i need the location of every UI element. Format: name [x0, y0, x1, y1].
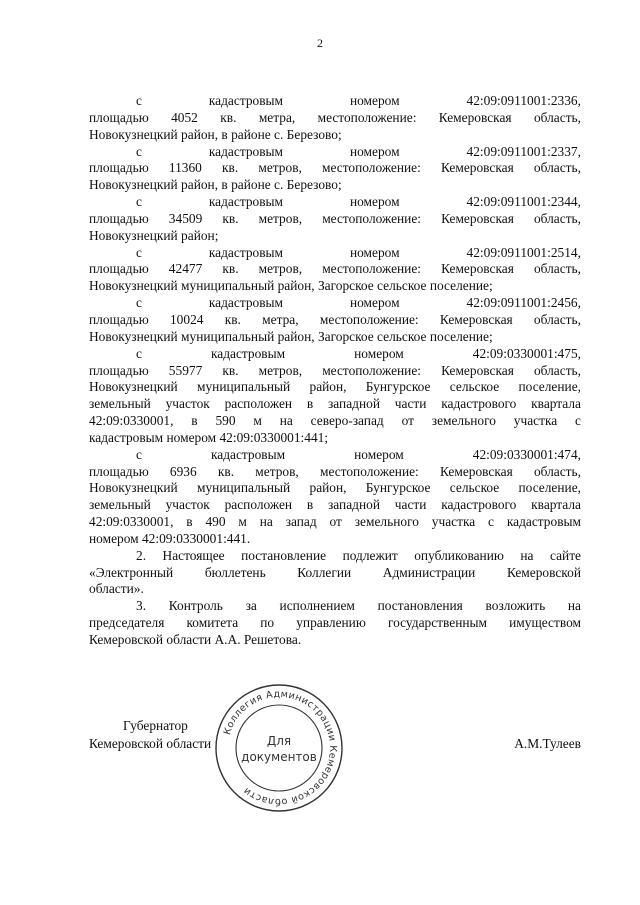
- official-stamp: [214, 683, 344, 813]
- text-line: председателя комитета по управлению государственным имуществом: [89, 615, 581, 631]
- signatory-name: А.М.Тулеев: [514, 736, 581, 751]
- text-line: 42:09:0330001, в 490 м на запад от земельного участка с кадастровым: [89, 514, 581, 530]
- cadastral-item: [89, 245, 581, 296]
- cadastral-item: [89, 295, 581, 346]
- text-line: 2. Настоящее постановление подлежит опубликованию на сайте: [136, 547, 581, 563]
- text-line: 3. Контроль за исполнением постановления возложить на: [136, 598, 581, 614]
- text-line: Кемеровской области А.А. Решетова.: [89, 632, 302, 647]
- stamp-ring-text: Коллегия Администрации Кемеровской области: [221, 688, 339, 808]
- text-line: площадью 4052 кв. метра, местоположение: Кемеровская область,: [89, 109, 581, 125]
- text-line: Новокузнецкий муниципальный район, Бунгурское сельское поселение,: [89, 379, 581, 395]
- text-line: площадью 42477 кв. метров, местоположение: Кемеровская область,: [89, 261, 581, 277]
- text-line: площадью 34509 кв. метров, местоположение: Кемеровская область,: [89, 210, 581, 226]
- stamp-inner-ring: [236, 705, 322, 791]
- cadastral-item: [89, 194, 581, 245]
- text-line: области».: [89, 581, 144, 597]
- clause-publication: [89, 548, 581, 599]
- text-line: площадью 11360 кв. метров, местоположение: Кемеровская область,: [89, 160, 581, 176]
- text-line: Новокузнецкий район, в районе с. Березово;: [89, 177, 342, 193]
- text-line: Новокузнецкий муниципальный район, Загорское сельское поселение;: [89, 278, 493, 294]
- text-line: Новокузнецкий муниципальный район, Загорское сельское поселение;: [89, 328, 493, 344]
- text-line: Новокузнецкий муниципальный район, Бунгурское сельское поселение,: [89, 480, 581, 496]
- cadastral-item: [89, 346, 581, 447]
- stamp-outer-ring: [216, 685, 342, 811]
- text-line: площадью 55977 кв. метров, местоположение: Кемеровская область,: [89, 362, 581, 378]
- text-line: с кадастровым номером 42:09:0911001:2344,: [136, 194, 581, 210]
- text-line: с кадастровым номером 42:09:0911001:2514,: [136, 244, 581, 260]
- text-line: с кадастровым номером 42:09:0911001:2336,: [136, 93, 581, 108]
- text-line: земельный участок расположен в западной части кадастрового квартала: [89, 497, 581, 513]
- stamp-center-line1: Для: [266, 734, 292, 748]
- text-line: номером 42:09:0330001:441.: [89, 530, 251, 546]
- text-line: площадью 10024 кв. метра, местоположение: Кемеровская область,: [89, 311, 581, 327]
- text-line: земельный участок расположен в западной части кадастрового квартала: [89, 396, 581, 412]
- cadastral-item: [89, 93, 581, 144]
- cadastral-item: [89, 447, 581, 548]
- text-line: с кадастровым номером 42:09:0911001:2456,: [136, 295, 581, 311]
- text-line: Новокузнецкий район;: [89, 227, 219, 243]
- cadastral-item: [89, 144, 581, 195]
- text-line: Новокузнецкий район, в районе с. Березово;: [89, 126, 342, 142]
- signatory-title-line2: Кемеровской области: [89, 736, 212, 751]
- text-line: площадью 6936 кв. метров, местоположение: Кемеровская область,: [89, 463, 581, 479]
- text-line: с кадастровым номером 42:09:0330001:475,: [136, 345, 581, 361]
- text-line: кадастровым номером 42:09:0330001:441;: [89, 429, 329, 445]
- clause-control: [89, 598, 581, 649]
- text-line: с кадастровым номером 42:09:0911001:2337,: [136, 143, 581, 159]
- stamp-center-line2: документов: [241, 750, 317, 764]
- page-number: 2: [317, 36, 323, 50]
- document-body: [89, 93, 581, 649]
- text-line: 42:09:0330001, в 590 м на северо-запад от земельного участка с: [89, 413, 581, 429]
- signatory-title-line1: Губернатор: [123, 718, 188, 733]
- text-line: с кадастровым номером 42:09:0330001:474,: [136, 446, 581, 462]
- text-line: «Электронный бюллетень Коллегии Администрации Кемеровской: [89, 564, 581, 580]
